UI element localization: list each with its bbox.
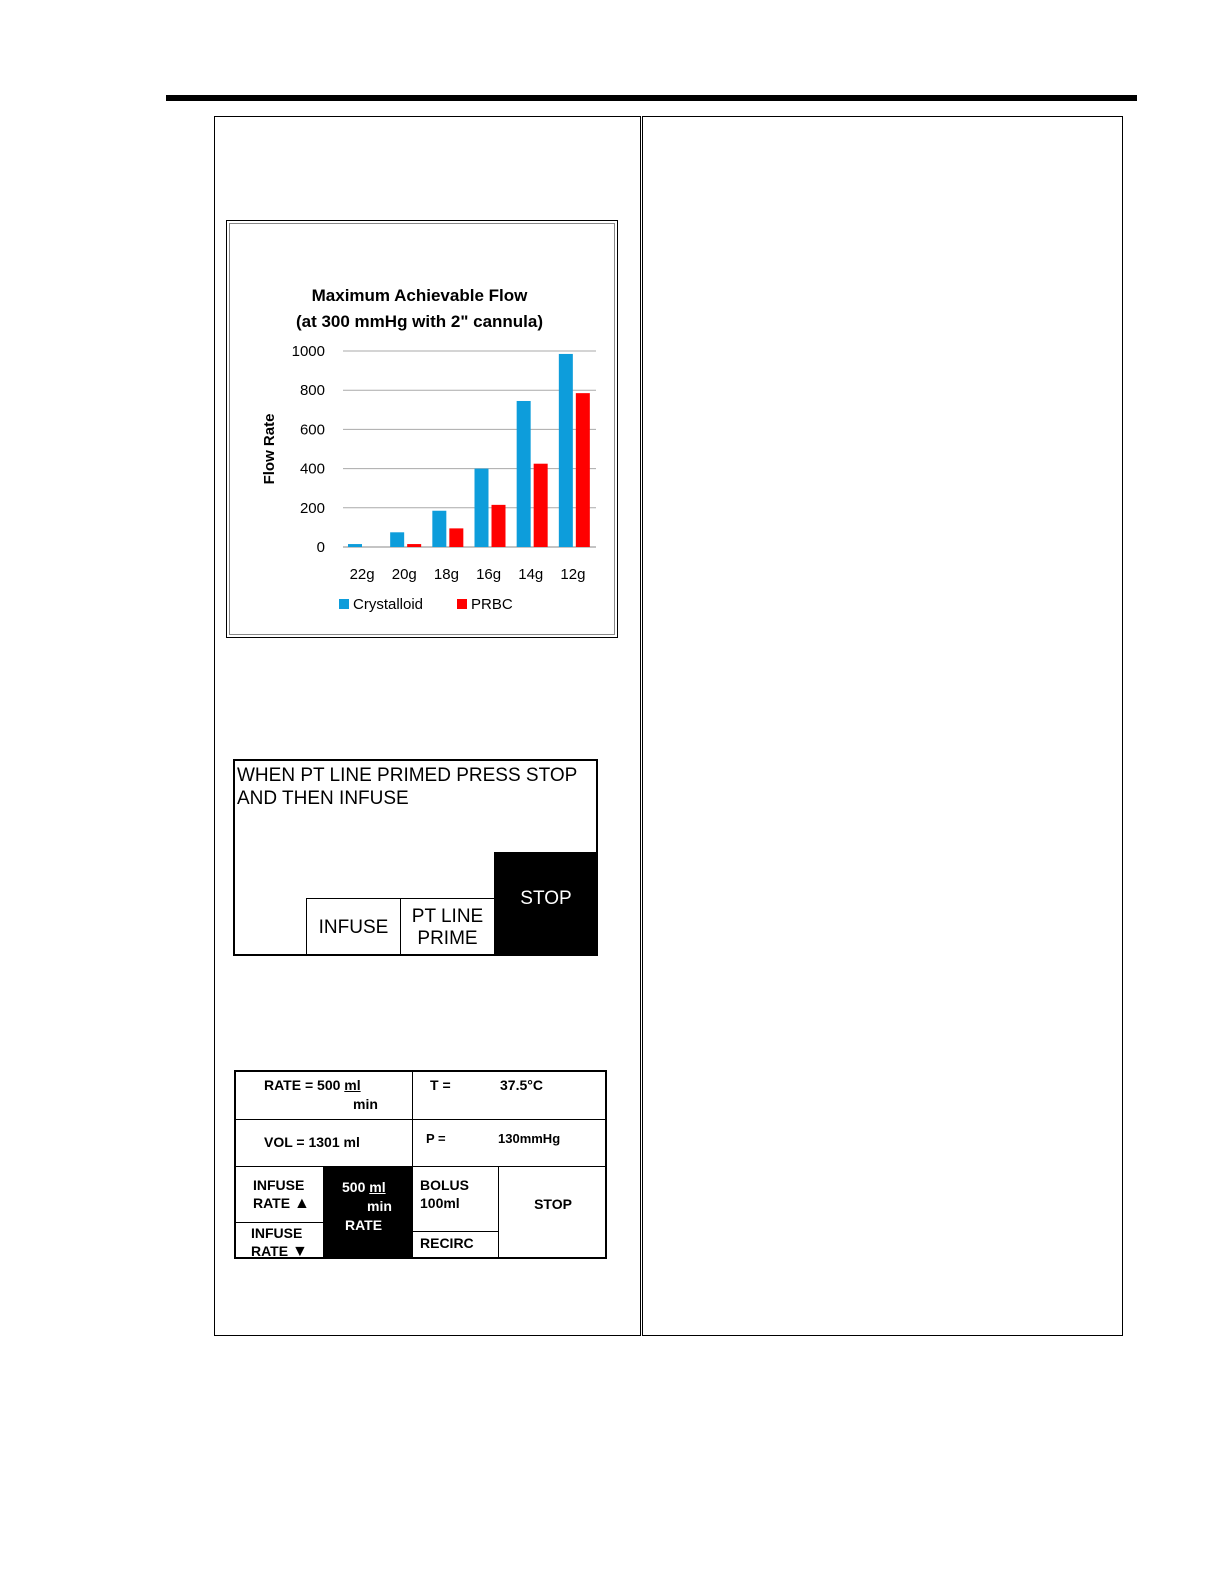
rate-box-unit-num: ml: [369, 1179, 386, 1195]
infuse-rate-down-label-1: INFUSE: [251, 1225, 303, 1241]
stop-label: STOP: [534, 1196, 572, 1212]
rate-box-unit-den: min: [367, 1198, 392, 1214]
bar-prbc: [492, 505, 506, 547]
x-tick-label: 18g: [433, 566, 459, 583]
arrow-down-icon: ▼: [291, 1243, 308, 1260]
rate-box-label: RATE: [345, 1217, 383, 1233]
prime-screen: [233, 759, 598, 956]
infuse-rate-down-button[interactable]: [236, 1223, 323, 1259]
y-tick-label: 1000: [291, 343, 325, 360]
header-rule: [166, 95, 1137, 101]
y-tick-label: 600: [299, 421, 325, 439]
x-tick-label: 14g: [518, 566, 544, 583]
bar-crystalloid: [517, 401, 531, 547]
bolus-button[interactable]: [413, 1167, 498, 1231]
bar-crystalloid: [390, 532, 404, 547]
rate-display-box[interactable]: [323, 1166, 412, 1259]
volume-readout: VOL = 1301 ml: [264, 1134, 360, 1150]
chart-subtitle: (at 300 mmHg with 2" cannula): [295, 312, 544, 331]
stop-button[interactable]: [494, 852, 598, 956]
infuse-rate-up-button[interactable]: [236, 1166, 323, 1222]
temperature-value: 37.5°C: [500, 1077, 543, 1093]
recirc-label: RECIRC: [420, 1235, 474, 1251]
y-tick-label: 800: [299, 382, 325, 400]
rate-box-value: 500: [342, 1179, 366, 1195]
pressure-value: 130mmHg: [498, 1131, 561, 1146]
infuse-rate-up-label-2: RATE: [253, 1195, 291, 1211]
pt-line-prime-label-1: PT LINE: [411, 905, 484, 927]
prime-message: WHEN PT LINE PRIMED PRESS STOP AND THEN INFUSE: [237, 765, 577, 809]
bar-prbc: [576, 393, 590, 547]
bolus-label-1: BOLUS: [420, 1177, 469, 1193]
flow-chart-svg: [227, 221, 617, 637]
x-tick-label: 12g: [560, 566, 586, 583]
legend-swatch: [457, 599, 467, 609]
legend-label: PRBC: [471, 596, 513, 613]
bar-prbc: [407, 544, 421, 547]
infuse-rate-down-label-2: RATE: [251, 1243, 289, 1259]
stop-button[interactable]: [499, 1167, 607, 1259]
y-tick-label: 200: [299, 499, 325, 517]
chart-title: Maximum Achievable Flow: [311, 286, 528, 305]
recirc-button[interactable]: [413, 1232, 498, 1259]
bar-prbc: [449, 528, 463, 547]
bar-crystalloid: [559, 354, 573, 547]
bar-crystalloid: [432, 511, 446, 547]
x-tick-label: 20g: [391, 566, 417, 583]
bar-crystalloid: [348, 544, 362, 547]
temperature-label: T =: [430, 1077, 451, 1093]
right-column: [642, 116, 1123, 1336]
y-axis-label: Flow Rate: [261, 413, 278, 485]
bar-crystalloid: [475, 469, 489, 547]
flow-chart: [226, 220, 618, 638]
pt-line-prime-button[interactable]: [400, 898, 495, 956]
infuse-rate-up-label-1: INFUSE: [253, 1177, 305, 1193]
infuse-button-label: INFUSE: [318, 916, 389, 938]
infusion-screen: [234, 1070, 607, 1259]
rate-value: RATE = 500: [264, 1077, 341, 1093]
x-tick-label: 22g: [349, 566, 375, 583]
pressure-label: P =: [426, 1131, 446, 1146]
legend-swatch: [339, 599, 349, 609]
rate-unit-num: ml: [344, 1077, 361, 1093]
y-tick-label: 400: [299, 460, 325, 478]
x-tick-label: 16g: [476, 566, 502, 583]
stop-button-label: STOP: [520, 888, 572, 909]
rate-unit-den: min: [353, 1096, 378, 1112]
y-tick-label: 0: [316, 539, 325, 556]
divider: [236, 1119, 607, 1120]
bar-prbc: [534, 464, 548, 547]
infuse-button[interactable]: [306, 898, 401, 956]
legend-label: Crystalloid: [353, 596, 424, 613]
arrow-up-icon: ▲: [293, 1195, 310, 1212]
rate-readout: [264, 1076, 361, 1094]
pt-line-prime-label-2: PRIME: [417, 927, 478, 949]
bolus-label-2: 100ml: [420, 1195, 460, 1211]
